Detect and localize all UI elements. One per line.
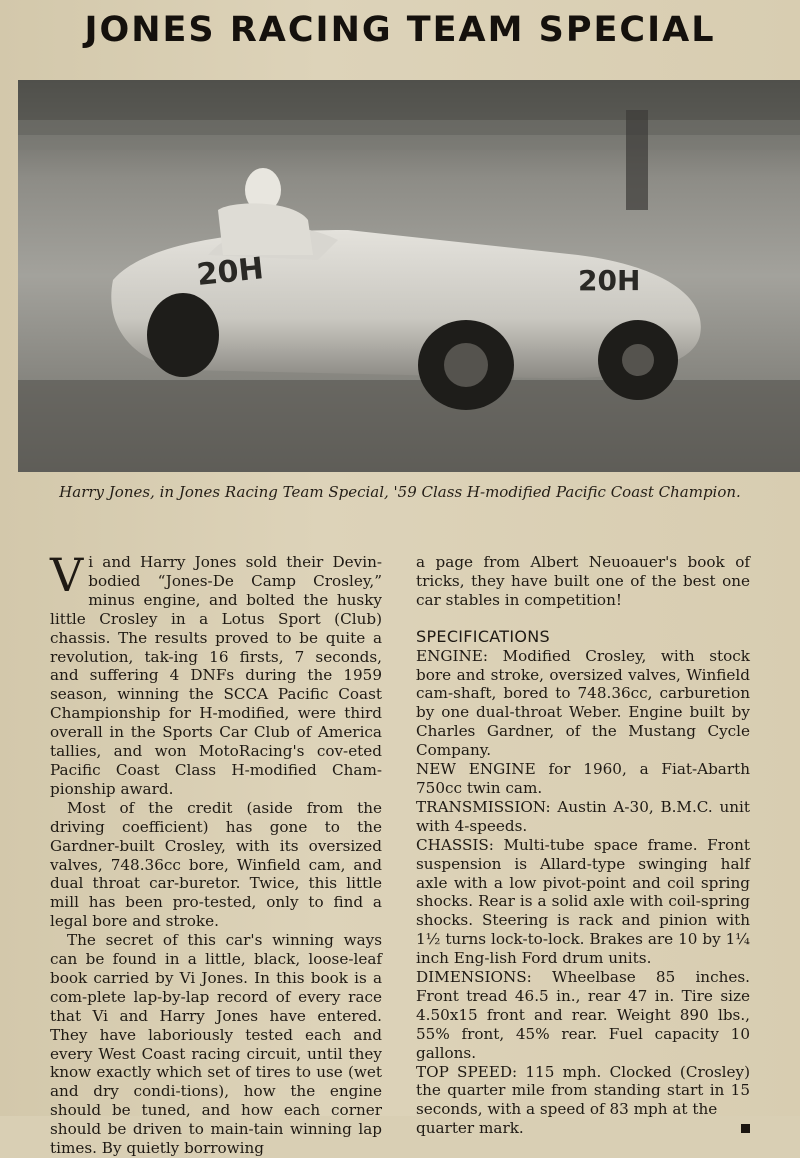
car-number-side: 20H — [195, 251, 266, 293]
article-paragraph-3: The secret of this car's winning ways can be found in a little, black, loose-leaf book carried by Vi Jones. In this book is a com-plete lap-by-lap record of every race that Vi and Harry Jones have entered. They have laboriously tested each and every West Coast racing circuit, until they know exactly which set of tires to use (wet and dry condi-tions), how the engine should be tuned, and how each corner should be driven to main-tain winning lap times. By quietly borrowing — [50, 931, 382, 1158]
page-title: JONES RACING TEAM SPECIAL — [84, 10, 716, 50]
article-paragraph-1 — [50, 548, 382, 799]
race-car-photo-icon — [18, 80, 800, 472]
article-paragraph-2: Most of the credit (aside from the driving coefficient) has gone to the Gardner-built Crosley, with its oversized valves, 748.36cc bore, Winfield cam, and dual throat car-buretor. Twice, this little mill has been pro-tested, only to find a legal bore and stroke. — [50, 798, 382, 931]
paragraph-1-text: i and Harry Jones sold their Devin-bodied “Jones-De Camp Crosley,” minus engine, and bolted the husky little Crosley in a Lotus Sport (Club) chassis. The results proved to be quite a revolution, tak-ing 16 firsts, 7 seconds, and suffering 4 DNFs during the 1959 season, winning the SCCA Pacific Coast Championship for H-modified, were third overall in the Sports Car Club of America tallies, and won MotoRacing's cov-eted Pacific Coast Class H-modified Cham-pionship award. — [50, 553, 382, 798]
spec-chassis: CHASSIS: Multi-tube space frame. Front suspension is Allard-type swinging half axle with a low pivot-point and coil spring shocks. Rear is a solid axle with coil-spring shocks. Steering is rack and pinion with 1½ turns lock-to-lock. Brakes are 10 by 1¼ inch Eng-lish Ford drum units. — [416, 835, 750, 968]
spec-new-engine: NEW ENGINE for 1960, a Fiat-Abarth 750cc twin cam. — [416, 760, 750, 797]
specifications-heading: SPECIFICATIONS — [416, 626, 551, 646]
drop-cap: V — [50, 548, 84, 602]
article-column-right — [416, 553, 750, 1138]
spec-top-speed: TOP SPEED: 115 mph. Clocked (Crosley) the quarter mile from standing start in 15 seconds, with a speed of 83 mph at the — [416, 1062, 750, 1119]
spec-transmission: TRANSMISSION: Austin A-30, B.M.C. unit with 4-speeds. — [416, 797, 750, 835]
spec-dimensions: DIMENSIONS: Wheelbase 85 inches. Front tread 46.5 in., rear 47 in. Tire size 4.50x15 front and rear. Weight 890 lbs., 55% front, 45% rear. Fuel capacity 10 gallons. — [416, 968, 750, 1062]
spec-top-speed-end-line — [416, 1119, 750, 1138]
article-paragraph-4: a page from Albert Neuoauer's book of tricks, they have built one of the best one car stables in competition! — [416, 553, 750, 609]
end-mark-icon — [741, 1124, 750, 1133]
spec-top-speed-end: quarter mark. — [416, 1119, 524, 1138]
spec-engine: ENGINE: Modified Crosley, with stock bore and stroke, oversized valves, Winfield cam-shaft, bored to 748.36cc, carburetion by one dual-throat Weber. Engine built by Charles Gardner, of the Mustang Cycle Company. — [416, 646, 750, 760]
car-number-nose: 20H — [578, 264, 641, 297]
race-car-photo — [18, 80, 800, 472]
photo-caption: Harry Jones, in Jones Racing Team Special, '59 Class H-modified Pacific Coast Champion. — [59, 483, 741, 501]
article-column-left — [50, 548, 382, 1158]
